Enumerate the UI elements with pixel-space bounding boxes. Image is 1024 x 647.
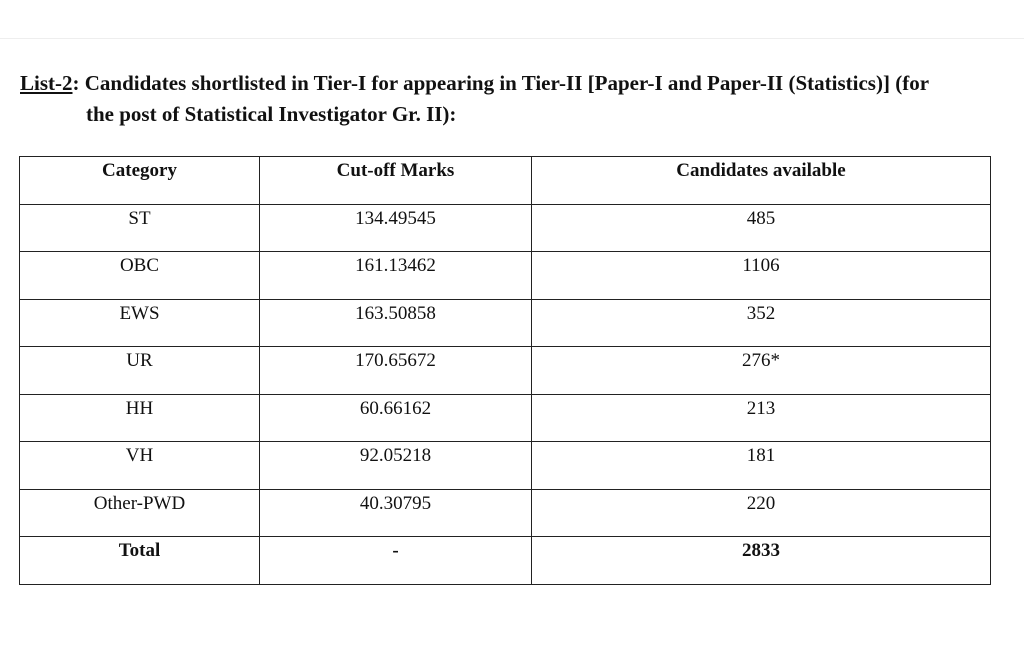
total-candidates-cell: 2833 bbox=[532, 537, 991, 585]
category-cell: EWS bbox=[20, 299, 260, 347]
table-row bbox=[20, 252, 991, 300]
candidates-cell: 276* bbox=[532, 347, 991, 395]
header-cutoff-marks: Cut-off Marks bbox=[260, 157, 532, 205]
cutoff-cell: 92.05218 bbox=[260, 442, 532, 490]
total-label-cell: Total bbox=[20, 537, 260, 585]
cutoff-cell: 40.30795 bbox=[260, 489, 532, 537]
category-cell: VH bbox=[20, 442, 260, 490]
cutoff-cell: 134.49545 bbox=[260, 204, 532, 252]
list-heading bbox=[20, 68, 1005, 130]
header-category: Category bbox=[20, 157, 260, 205]
candidates-cell: 485 bbox=[532, 204, 991, 252]
candidates-cell: 352 bbox=[532, 299, 991, 347]
cutoff-cell: 170.65672 bbox=[260, 347, 532, 395]
category-cell: HH bbox=[20, 394, 260, 442]
heading-line-2: the post of Statistical Investigator Gr. II): bbox=[86, 102, 457, 126]
cutoff-cell: 60.66162 bbox=[260, 394, 532, 442]
cutoff-cell: 163.50858 bbox=[260, 299, 532, 347]
total-row bbox=[20, 537, 991, 585]
top-divider bbox=[0, 38, 1024, 39]
table-row bbox=[20, 347, 991, 395]
category-cell: ST bbox=[20, 204, 260, 252]
candidates-cell: 181 bbox=[532, 442, 991, 490]
total-cutoff-cell: - bbox=[260, 537, 532, 585]
table-header-row bbox=[20, 157, 991, 205]
candidates-cell: 213 bbox=[532, 394, 991, 442]
category-cell: UR bbox=[20, 347, 260, 395]
table-row bbox=[20, 489, 991, 537]
list-label: List-2 bbox=[20, 71, 73, 95]
table-row bbox=[20, 394, 991, 442]
category-cell: Other-PWD bbox=[20, 489, 260, 537]
table-row bbox=[20, 204, 991, 252]
heading-text: : Candidates shortlisted in Tier-I for appearing in Tier-II [Paper-I and Paper-II (Statistics)] (for bbox=[72, 71, 930, 95]
table-row bbox=[20, 299, 991, 347]
header-candidates-available: Candidates available bbox=[532, 157, 991, 205]
candidates-cell: 220 bbox=[532, 489, 991, 537]
cutoff-cell: 161.13462 bbox=[260, 252, 532, 300]
candidates-cell: 1106 bbox=[532, 252, 991, 300]
category-cell: OBC bbox=[20, 252, 260, 300]
heading-line-1 bbox=[20, 68, 1005, 99]
cutoff-table bbox=[19, 156, 991, 585]
table-row bbox=[20, 442, 991, 490]
